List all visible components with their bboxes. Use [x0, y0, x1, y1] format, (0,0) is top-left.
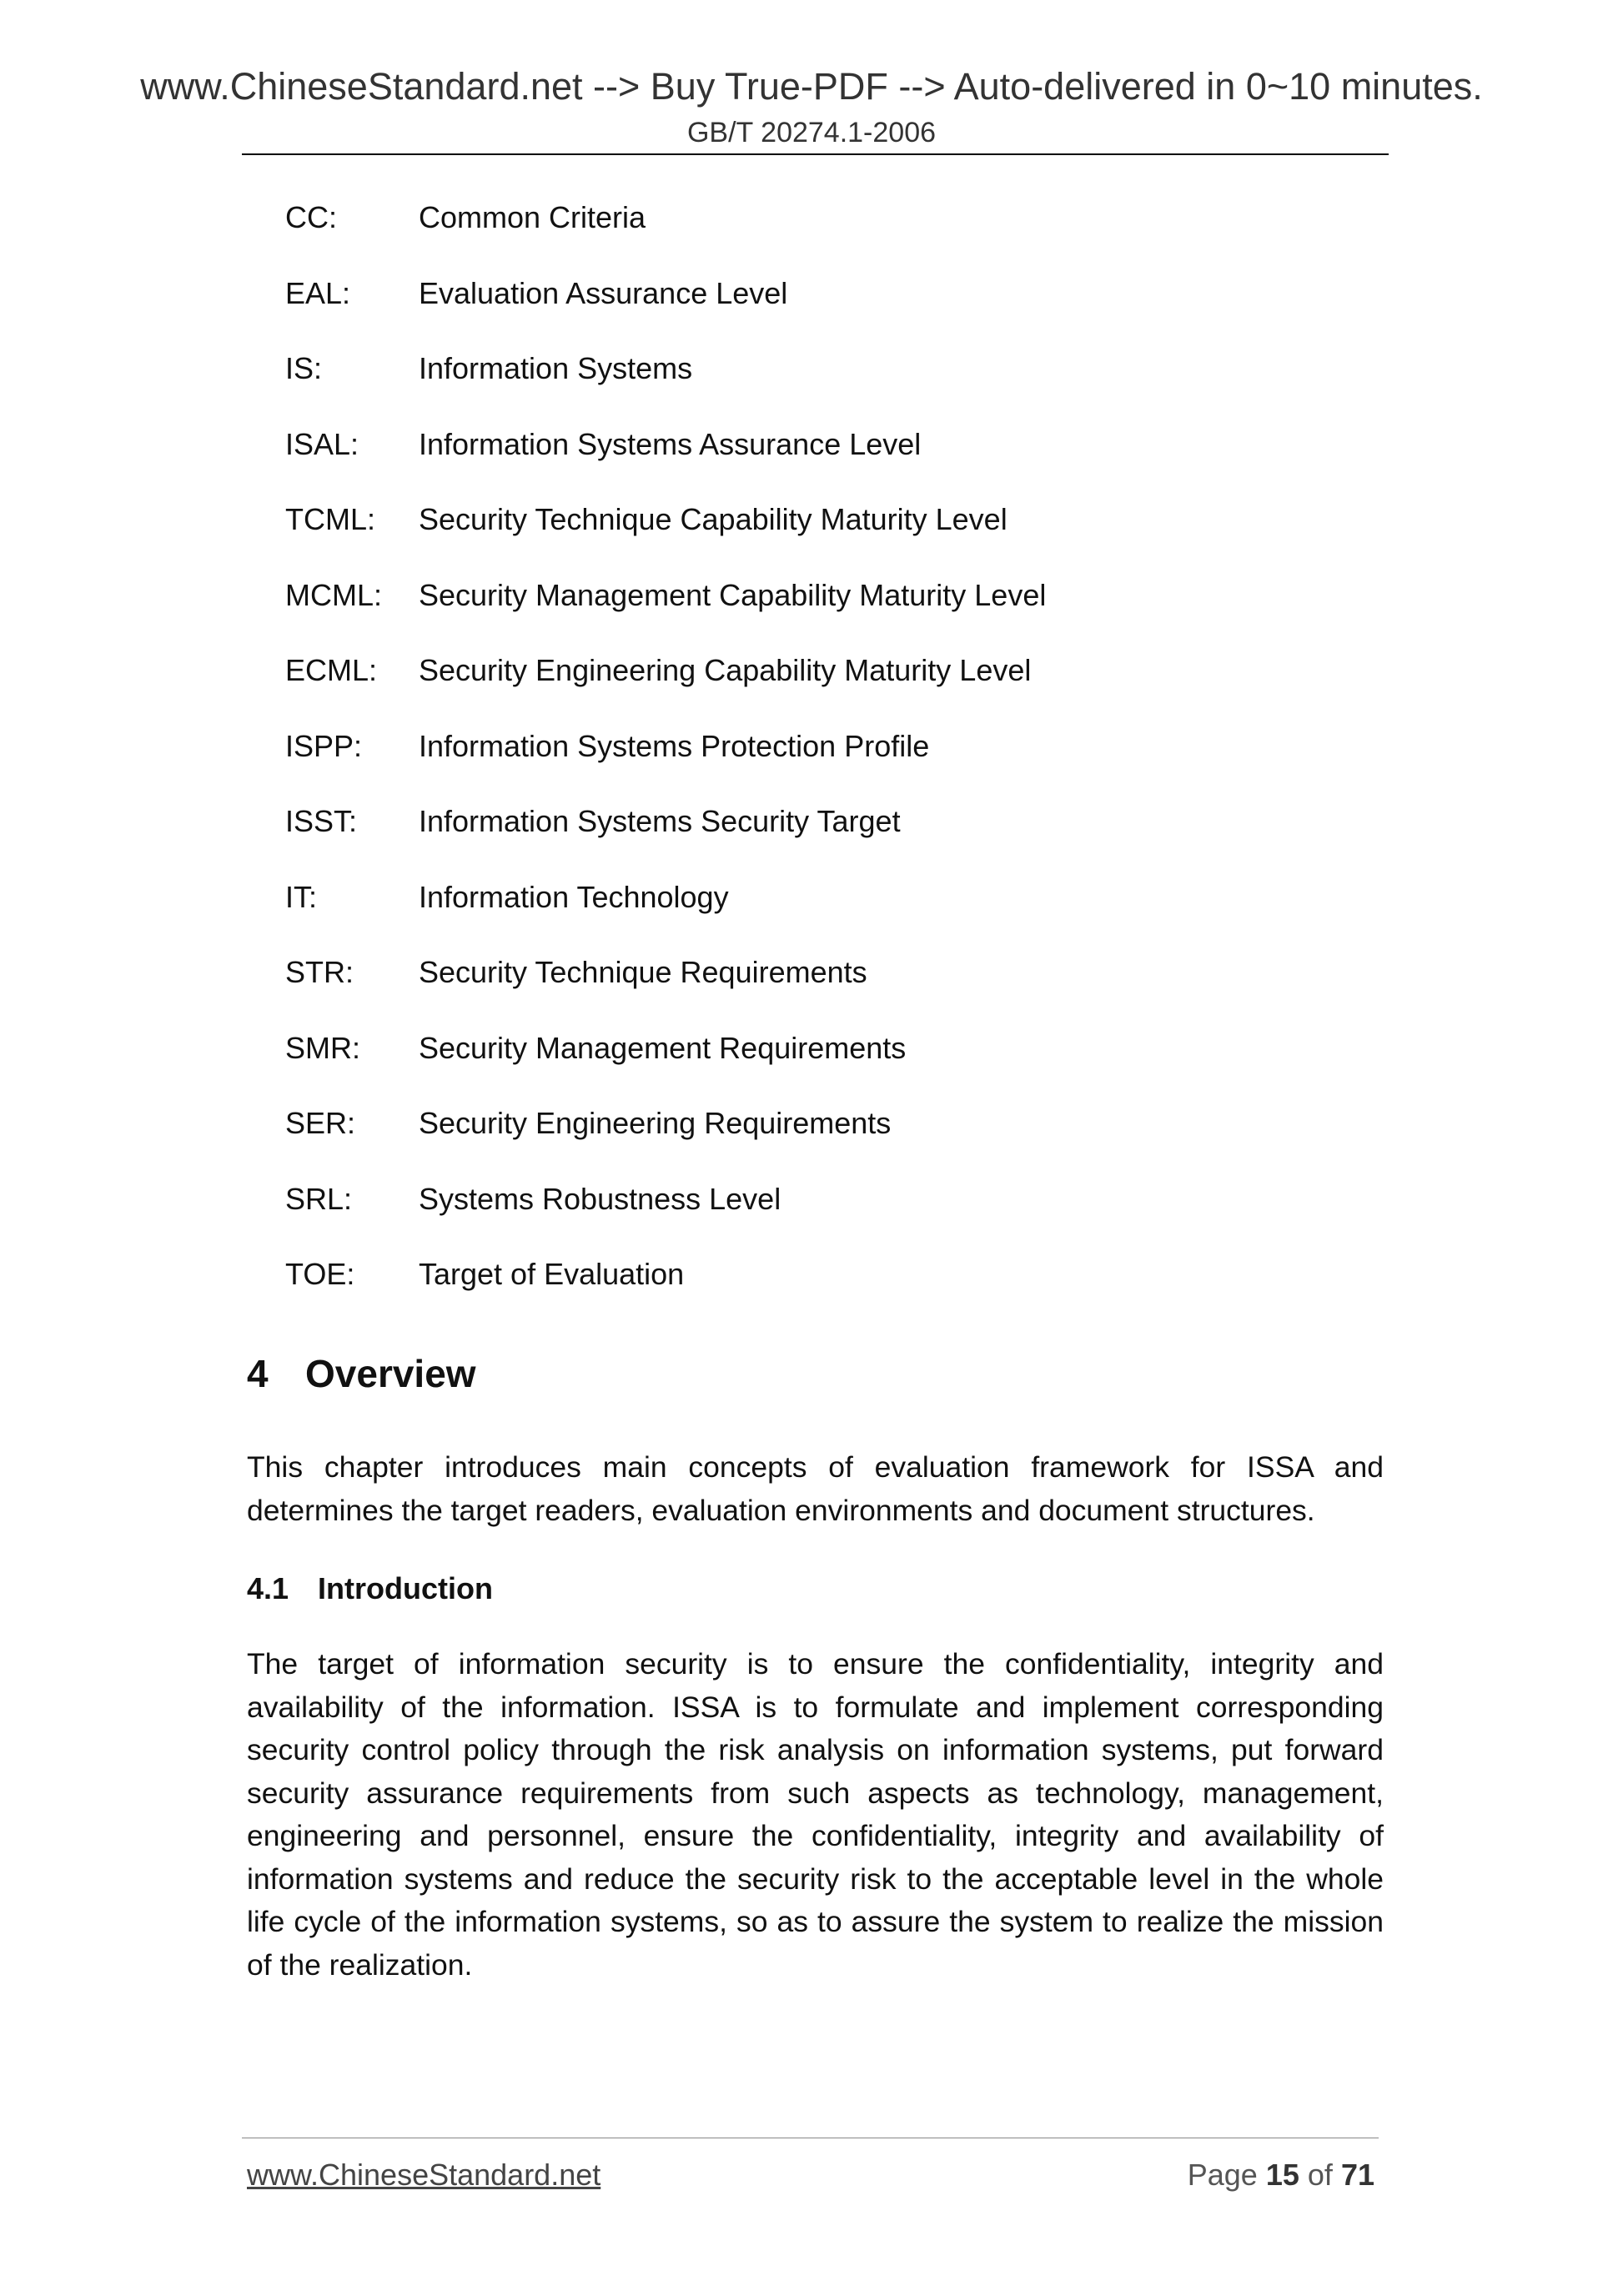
- abbreviation-row: [285, 198, 1411, 274]
- page-of: of: [1307, 2158, 1333, 2192]
- subsection-heading: [247, 1571, 493, 1606]
- abbreviation-row: [285, 801, 1411, 877]
- abbreviation-row: [285, 274, 1411, 349]
- abbreviation-definition: Security Engineering Capability Maturity Level: [419, 653, 1032, 687]
- abbreviation-term: ISAL:: [285, 426, 359, 461]
- abbreviation-definition: Security Technique Requirements: [419, 955, 867, 989]
- abbreviation-term: TCML:: [285, 502, 375, 536]
- abbreviation-row: [285, 651, 1411, 726]
- abbreviation-definition: Security Engineering Requirements: [419, 1106, 892, 1140]
- abbreviation-row: [285, 425, 1411, 500]
- section-intro-paragraph: This chapter introduces main concepts of evaluation framework for ISSA and determines the target readers, evaluation environments and document structures.: [247, 1450, 1384, 1527]
- abbreviation-row: [285, 1254, 1411, 1330]
- abbreviation-term: STR:: [285, 955, 354, 989]
- abbreviation-row: [285, 575, 1411, 651]
- page-indicator: [1188, 2158, 1374, 2193]
- abbreviation-term: ECML:: [285, 653, 378, 687]
- abbreviation-row: [285, 349, 1411, 425]
- header-banner[interactable]: www.ChineseStandard.net --> Buy True-PDF --> Auto-delivered in 0~10 minutes.: [140, 65, 1483, 108]
- section-number: 4: [247, 1352, 269, 1395]
- abbreviation-term: SER:: [285, 1106, 356, 1140]
- abbreviation-term: ISST:: [285, 804, 358, 838]
- abbreviation-term: CC:: [285, 200, 337, 234]
- abbreviation-row: [285, 726, 1411, 802]
- subsection-title: Introduction: [318, 1571, 493, 1605]
- subsection-body-paragraph: The target of information security is to ensure the confidentiality, integrity and availability of the information. ISSA is to formulate and implement corresponding security control policy through the risk analysis on information systems, put forward security assurance requirements from such aspects as technology, management, engineering and personnel, ensure the confidentiality, integrity and availability of information systems and reduce the security risk to the acceptable level in the whole life cycle of the information systems, so as to assure the system to realize the mission of the realization.: [247, 1647, 1384, 1982]
- subsection-number: 4.1: [247, 1571, 289, 1605]
- abbreviation-term: IS:: [285, 351, 323, 385]
- page-current: 15: [1265, 2158, 1299, 2192]
- abbreviation-definition: Security Technique Capability Maturity Level: [419, 502, 1007, 536]
- abbreviation-list: [285, 198, 1411, 1330]
- abbreviation-definition: Security Management Capability Maturity Level: [419, 577, 1047, 612]
- footer-site-link[interactable]: www.ChineseStandard.net: [247, 2158, 601, 2192]
- abbreviation-term: MCML:: [285, 577, 382, 612]
- standard-code: GB/T 20274.1-2006: [686, 117, 937, 148]
- page-total: 71: [1340, 2158, 1374, 2192]
- section-heading: [247, 1351, 476, 1396]
- abbreviation-definition: Security Management Requirements: [419, 1030, 907, 1065]
- abbreviation-definition: Evaluation Assurance Level: [419, 275, 788, 310]
- abbreviation-definition: Information Systems: [419, 351, 693, 385]
- page-prefix: Page: [1187, 2158, 1258, 2192]
- abbreviation-definition: Information Systems Security Target: [419, 804, 901, 838]
- abbreviation-definition: Information Technology: [419, 879, 729, 914]
- abbreviation-term: TOE:: [285, 1257, 355, 1291]
- abbreviation-definition: Information Systems Protection Profile: [419, 728, 930, 763]
- abbreviation-definition: Target of Evaluation: [419, 1257, 685, 1291]
- abbreviation-term: SMR:: [285, 1030, 360, 1065]
- abbreviation-row: [285, 500, 1411, 575]
- abbreviation-definition: Common Criteria: [419, 200, 646, 234]
- abbreviation-term: IT:: [285, 879, 318, 914]
- abbreviation-row: [285, 877, 1411, 953]
- abbreviation-term: SRL:: [285, 1181, 353, 1216]
- section-title: Overview: [305, 1352, 476, 1395]
- abbreviation-row: [285, 952, 1411, 1028]
- abbreviation-term: EAL:: [285, 275, 351, 310]
- abbreviation-definition: Systems Robustness Level: [419, 1181, 781, 1216]
- abbreviation-definition: Information Systems Assurance Level: [419, 426, 922, 461]
- abbreviation-row: [285, 1103, 1411, 1179]
- abbreviation-term: ISPP:: [285, 728, 363, 763]
- header-divider: [242, 153, 1389, 155]
- abbreviation-row: [285, 1028, 1411, 1104]
- abbreviation-row: [285, 1179, 1411, 1255]
